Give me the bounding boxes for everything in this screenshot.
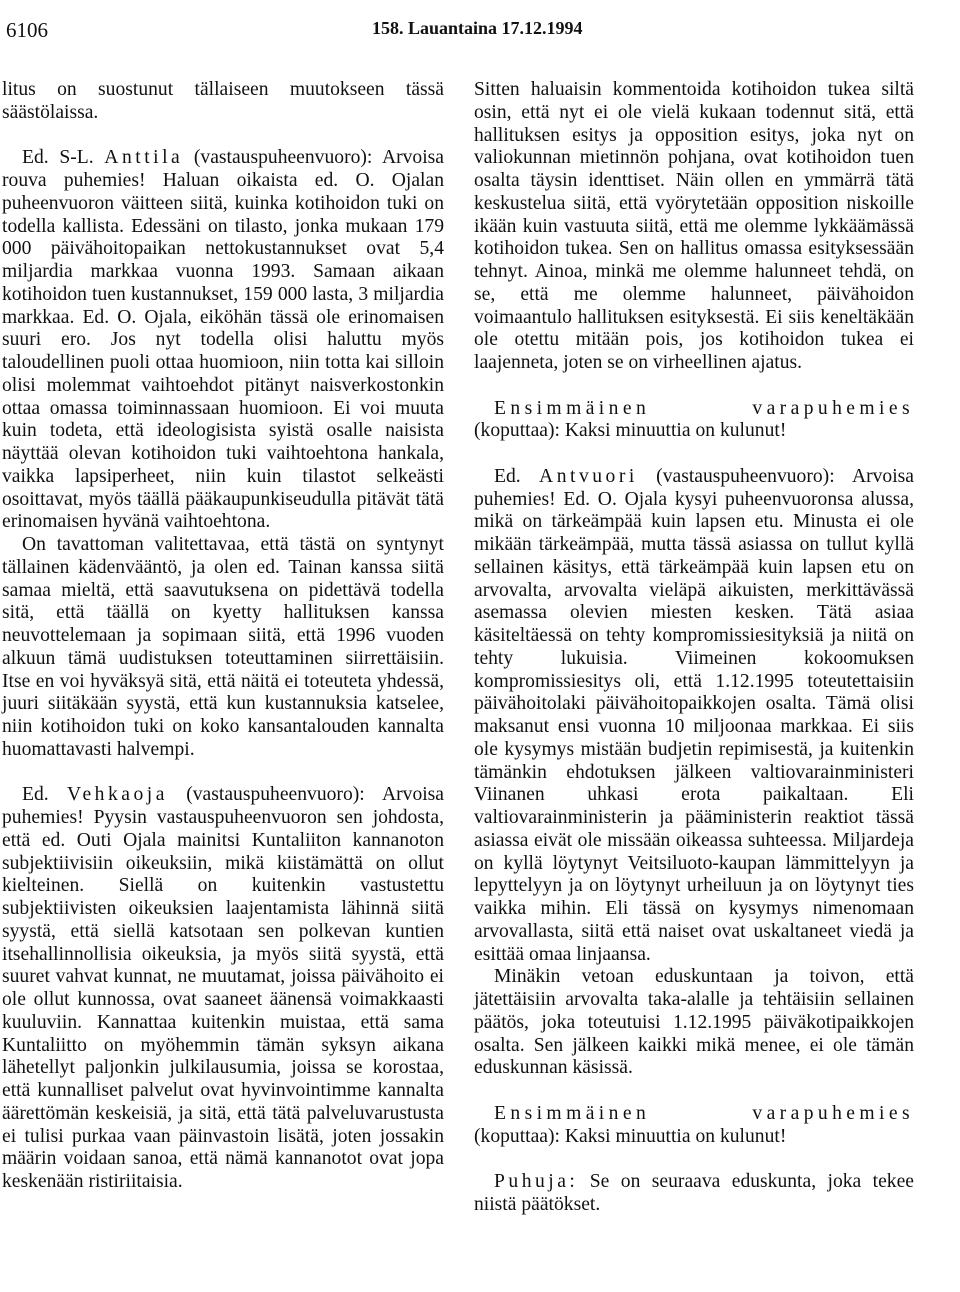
paragraph: Sitten haluaisin kommentoida kotihoidon tukea siltä osin, että nyt ei ole vielä kukaan todennut sitä, että hallituksen esitys ja opposition esitys, joka nyt on valiokunnan mietinnön pohjana, ovat kotihoidon tuen osalta täysin identtiset. Näin ollen en ymmärrä tätä keskustelua siitä, että vyörytetään opposition niskoille ikään kuin vastuuta siitä, että me olemme lykkäämässä kotihoidon tukea. Sen on hallitus omassa esityksessään tehnyt. Ainoa, minkä me olemme halunneet tehdä, on se, että me olemme halunneet, päivähoidon voimaantulo hallituksen esityksestä. Ei siis keneltäkään ole otettu mitään pois, jos kotihoidon tukea ei laajenneta, joten se on virheellinen ajatus. [474, 79, 914, 373]
speech-anttila [2, 147, 444, 534]
speaker-prefix: Ed. [22, 784, 67, 806]
left-column [2, 79, 444, 1194]
chair-remark: (koputtaa): Kaksi minuuttia on kulunut! [474, 1125, 787, 1147]
speech-antvuori [474, 466, 914, 967]
chair-line [474, 398, 914, 421]
speech-role: (vastauspuheenvuoro): [637, 465, 852, 487]
speech-vehkaoja [2, 784, 444, 1194]
speaker-name: Antvuori [539, 465, 638, 487]
page-header [0, 18, 960, 48]
speech-text: Arvoisa rouva puhemies! Haluan oikaista ed. O. Ojalan puheenvuoron väitteen siitä, kuinka kotihoidon tuki on todella kallista. Edessäni on tilasto, jonka mukaan 179 000 päivähoitopaikan nettokustannukset ovat 5,4 miljardia markkaa vuonna 1993. Samaan aikaan kotihoidon tuen kustannukset, 159 000 lasta, 3 miljardia markkaa. Ed. O. Ojala, eiköhän tässä ole erinomaisen suuri ero. Jos nyt todella olisi haluttu myös taloudellinen puoli ottaa huomioon, niin totta kai silloin olisi molemmat vaihtoehdot pitänyt naisverkostonkin ottaa omassa toiminnassaan huomioon. Ei voi muuta kuin todeta, että ideologisista syistä osalle naisista näyttää olevan kotihoidon tuki vaihtoehtona hankala, vaikka lapsiperheet, niin kuin tilastot selkeästi osoittavat, myös täällä pääkaupunkiseudulla pitävät tätä erinomaisen hyvänä vaihtoehtona. [2, 147, 444, 533]
speech-text: Arvoisa puhemies! Pyysin vastauspuheenvuoron sen johdosta, että ed. Outi Ojala mainitsi Kuntaliiton kannanoton subjektiivisiin oikeuksiin, mikä kiistämättä on ollut kielteinen. Siellä on kuitenkin vastustettu subjektiivisten oikeuksien laajentamista lähinnä siitä syystä, että siellä katsotaan sen polkevan kuntien itsehallinnollisia oikeuksia, ja myös siitä syystä, että suuret vahvat kunnat, ne muutamat, joissa päivähoito ei ole ollut kunnossa, ovat saaneet äänensä voimakkaasti kuuluviin. Kannattaa kuitenkin muistaa, että sama Kuntaliitto on myöhemmin tämän syksyn aikana lähetellyt paljonkin julkilausumia, joissa se korostaa, että kunnalliset palvelut ovat hyvinvointimme kannalta äärettömän keskeisiä, ja sitä, että tätä palveluvarustusta ei tulisi purkaa vaan päinvastoin lisätä, joten jossakin määrin voidaan sanoa, että nämä kannanotot ovat jopa keskenään ristiriitaisia. [2, 784, 445, 1192]
speaker-name: Puhuja: [494, 1171, 579, 1192]
speaker-prefix: Ed. [494, 465, 540, 487]
speech-puhuja [474, 1171, 914, 1217]
speech-role: (vastauspuheenvuoro): [167, 784, 382, 806]
speaker-prefix: Ed. S-L. [22, 147, 105, 169]
running-head: 158. Lauantaina 17.12.1994 [372, 18, 583, 38]
paragraph: On tavattoman valitettavaa, että tästä on syntynyt tällainen kädenvääntö, ja olen ed. Tainan kanssa siitä samaa mieltä, että saavutuksena on pidettävä todella sitä, että täällä on kyetty hallituksen kanssa neuvottelemaan ja sopimaan siitä, että 1996 vuoden alkuun tämä uudistuksen toteuttaminen siirrettäisiin. Itse en voi hyväksyä sitä, että näitä ei toteuteta yhdessä, juuri siitäkään syystä, että kun kustannuksia katselee, niin kotihoidon tuki on koko kansantalouden kannalta huomattavasti halvempi. [2, 534, 444, 760]
speech-text: Arvoisa puhemies! Ed. O. Ojala kysyi puheenvuoronsa alussa, mikä on tärkeämpää kuin lapsen etu. Minusta ei ole mikään tärkeämpää, mutta tässä asiassa on tullut kyllä sellainen käsitys, että tärkeämpää kuin lapsen etu on arvovalta, arvovalta vieläpä aikuisten, merkittävässä asemassa olevien miesten kesken. Tätä asiaa käsiteltäessä on tehty kompromissiesityksiä ja niitä on tehty lukuisia. Viimeinen kokoomuksen kompromissiesitys oli, että 1.12.1995 toteutettaisiin päivähoitolaki päivähoitopaikkojen osalta. Tämä olisi maksanut ensi vuonna 10 miljoonaa markkaa. Ei siis ole kysymys mistään budjetin repimisestä, ja kuitenkin tämänkin ehdotuksen jälkeen valtiovarainministeri Viinanen uhkasi erota paikaltaan. Eli valtiovarainministerin ja pääministerin reaktiot tässä asiassa eivät ole missään oikeassa suhteessa. Miljardeja on kyllä löytynyt Veitsiluoto-kaupan lämmittelyyn ja lepyttelyyn ja on löytynyt urheiluun ja on löytynyt ties vaikka mihin. Eli tässä on kysymys nimenomaan arvovallasta, siitä että naiset ovat uskaltaneet viedä ja esittää omaa linjaansa. [474, 465, 914, 965]
chair-line [474, 1103, 914, 1126]
speaker-name: Ensimmäinen varapuhemies [494, 397, 914, 419]
paragraph: Minäkin vetoan eduskuntaan ja toivon, että jätettäisiin arvovalta taka-alalle ja tehtäisiin sellainen päätös, joka toteutuisi 1.12.1995 päiväkotipaikkojen osalta. Sen jälkeen kaikki mikä menee, ei ole tämän eduskunnan käsissä. [474, 966, 914, 1079]
chair-remark: (koputtaa): Kaksi minuuttia on kulunut! [474, 420, 787, 442]
right-column [474, 79, 914, 1217]
speech-role: (vastauspuheenvuoro): [183, 147, 382, 169]
speech-text: Se on seuraava eduskunta, joka tekee niistä päätökset. [474, 1171, 914, 1215]
page-number: 6106 [6, 18, 48, 42]
paragraph: litus on suostunut tällaiseen muutokseen tässä säästölaissa. [2, 79, 444, 123]
speaker-name: Vehkaoja [67, 784, 168, 806]
speaker-name: Ensimmäinen varapuhemies [494, 1102, 914, 1124]
speaker-name: Anttila [104, 147, 184, 169]
